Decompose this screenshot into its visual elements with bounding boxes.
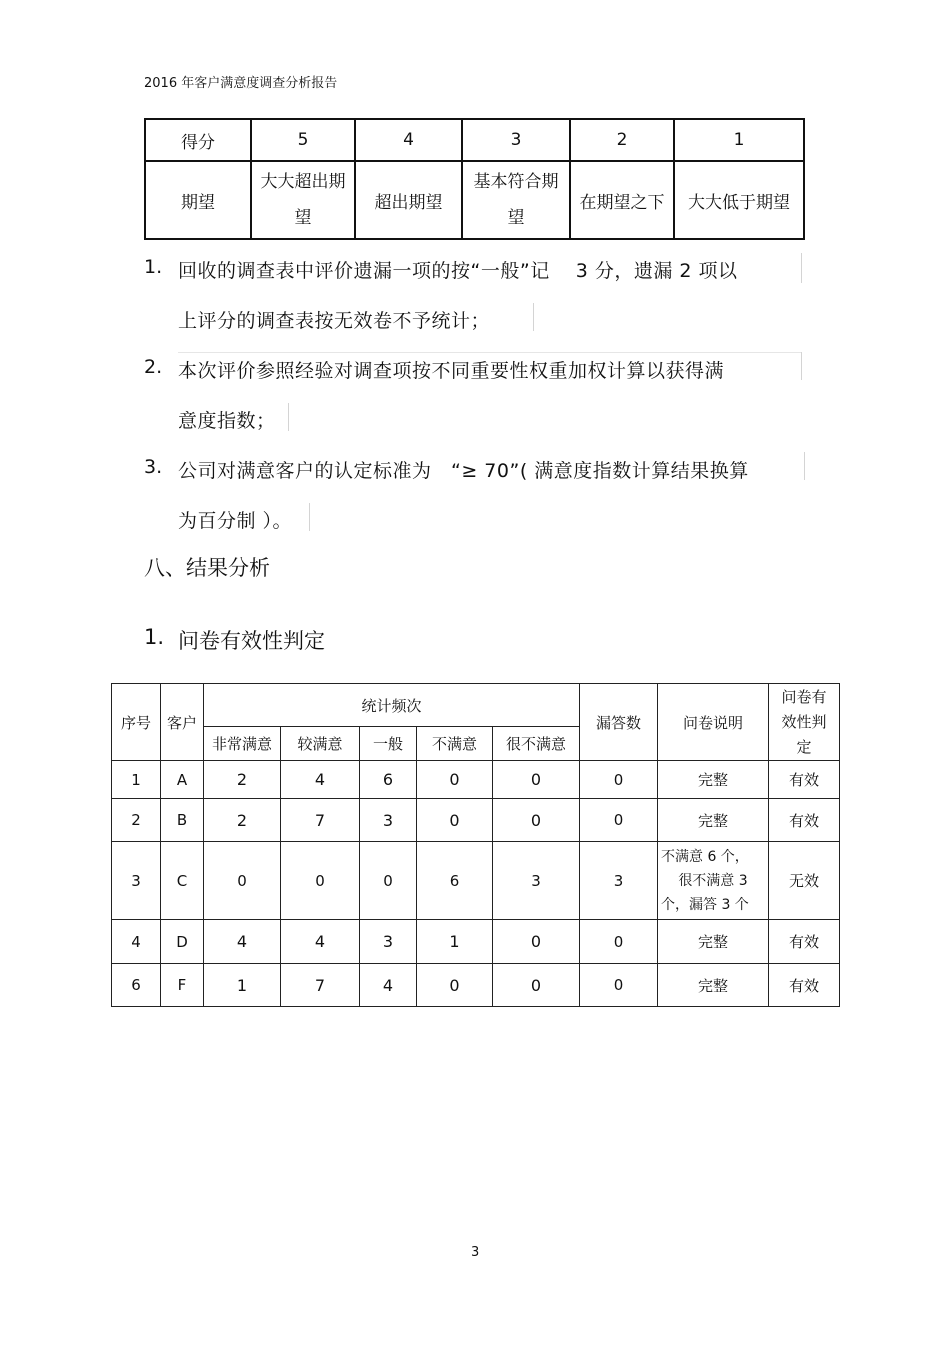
col-stats-header: 统计频次 bbox=[204, 684, 580, 727]
valid-cell: 无效 bbox=[769, 842, 840, 920]
count-cell: 4 bbox=[281, 761, 360, 799]
expectation-3-line2: 望 bbox=[507, 208, 525, 228]
count-cell: 0 bbox=[360, 842, 417, 920]
section-8-heading: 八、结果分析 bbox=[144, 556, 270, 580]
count-cell: 0 bbox=[204, 842, 281, 920]
row-customer: B bbox=[161, 799, 204, 842]
col-valid-header-line1: 问卷有 bbox=[781, 687, 827, 706]
row-customer: D bbox=[161, 920, 204, 964]
desc-cell: 完整 bbox=[658, 920, 769, 964]
expectation-3-line1: 基本符合期 bbox=[473, 172, 559, 192]
col-seq-header: 序号 bbox=[112, 684, 161, 761]
count-cell: 0 bbox=[493, 964, 580, 1007]
note-2-line1: 本次评价参照经验对调查项按不同重要性权重加权计算以获得满 bbox=[178, 360, 725, 382]
expectation-label: 期望 bbox=[145, 161, 251, 239]
expectation-4: 超出期望 bbox=[355, 161, 462, 239]
score-1: 1 bbox=[674, 119, 804, 161]
expectation-5-line2: 望 bbox=[294, 208, 312, 228]
text-frame-divider bbox=[288, 403, 289, 431]
count-cell: 4 bbox=[360, 964, 417, 1007]
count-cell: 4 bbox=[281, 920, 360, 964]
note-3-line2: 为百分制 ）。 bbox=[178, 510, 293, 532]
score-row bbox=[145, 119, 804, 161]
expectation-5 bbox=[251, 161, 355, 239]
count-cell: 3 bbox=[360, 799, 417, 842]
table-row bbox=[112, 842, 840, 920]
row-customer: C bbox=[161, 842, 204, 920]
row-seq: 4 bbox=[112, 920, 161, 964]
count-cell: 0 bbox=[493, 799, 580, 842]
row-seq: 1 bbox=[112, 761, 161, 799]
count-cell: 7 bbox=[281, 964, 360, 1007]
valid-cell: 有效 bbox=[769, 964, 840, 1007]
valid-cell: 有效 bbox=[769, 799, 840, 842]
page-header: 2016 年客户满意度调查分析报告 bbox=[144, 76, 338, 91]
row-seq: 3 bbox=[112, 842, 161, 920]
count-cell: 7 bbox=[281, 799, 360, 842]
count-cell: 6 bbox=[417, 842, 493, 920]
valid-cell: 有效 bbox=[769, 920, 840, 964]
note-3-number: 3. bbox=[144, 456, 163, 478]
desc-cell: 完整 bbox=[658, 761, 769, 799]
count-cell: 3 bbox=[360, 920, 417, 964]
table-row bbox=[112, 799, 840, 842]
count-cell: 0 bbox=[493, 761, 580, 799]
score-4: 4 bbox=[355, 119, 462, 161]
row-customer: F bbox=[161, 964, 204, 1007]
note-1-line2: 上评分的调查表按无效卷不予统计； bbox=[178, 310, 491, 332]
subsection-1-number: 1. bbox=[144, 625, 165, 649]
missing-cell: 0 bbox=[580, 761, 658, 799]
note-2-number: 2. bbox=[144, 356, 163, 378]
text-frame-divider bbox=[801, 253, 802, 283]
score-3: 3 bbox=[462, 119, 570, 161]
text-frame-divider bbox=[533, 303, 534, 331]
note-1-line1: 回收的调查表中评价遗漏一项的按“一般”记 3 分，遗漏 2 项以 bbox=[178, 260, 738, 282]
score-table bbox=[144, 118, 805, 240]
missing-cell: 0 bbox=[580, 920, 658, 964]
count-cell: 2 bbox=[204, 799, 281, 842]
desc-line: 很不满意 3 bbox=[678, 872, 748, 889]
count-cell: 0 bbox=[417, 964, 493, 1007]
expectation-2: 在期望之下 bbox=[570, 161, 674, 239]
expectation-row bbox=[145, 161, 804, 239]
level-very-satisfied: 非常满意 bbox=[204, 727, 281, 761]
level-satisfied: 较满意 bbox=[281, 727, 360, 761]
expectation-1: 大大低于期望 bbox=[674, 161, 804, 239]
text-frame-line bbox=[178, 352, 801, 353]
missing-cell: 0 bbox=[580, 799, 658, 842]
col-desc-header: 问卷说明 bbox=[658, 684, 769, 761]
table-row bbox=[112, 964, 840, 1007]
level-very-dissatisfied: 很不满意 bbox=[493, 727, 580, 761]
note-2-line2: 意度指数； bbox=[178, 410, 276, 432]
level-neutral: 一般 bbox=[360, 727, 417, 761]
expectation-5-line1: 大大超出期 bbox=[260, 172, 346, 192]
count-cell: 3 bbox=[493, 842, 580, 920]
text-frame-divider bbox=[801, 352, 802, 380]
validity-table bbox=[111, 683, 840, 1007]
col-valid-header-line3: 定 bbox=[796, 737, 812, 756]
desc-cell: 完整 bbox=[658, 964, 769, 1007]
table-row bbox=[112, 920, 840, 964]
col-customer-header: 客户 bbox=[161, 684, 204, 761]
count-cell: 2 bbox=[204, 761, 281, 799]
count-cell: 0 bbox=[417, 761, 493, 799]
page-number: 3 bbox=[471, 1245, 480, 1260]
count-cell: 0 bbox=[417, 799, 493, 842]
table-row bbox=[112, 761, 840, 799]
score-2: 2 bbox=[570, 119, 674, 161]
count-cell: 1 bbox=[204, 964, 281, 1007]
row-customer: A bbox=[161, 761, 204, 799]
text-frame-divider bbox=[804, 452, 805, 480]
count-cell: 4 bbox=[204, 920, 281, 964]
score-label: 得分 bbox=[145, 119, 251, 161]
header-row-1 bbox=[112, 684, 840, 727]
valid-cell: 有效 bbox=[769, 761, 840, 799]
count-cell: 0 bbox=[281, 842, 360, 920]
row-seq: 6 bbox=[112, 964, 161, 1007]
text-frame-divider bbox=[309, 503, 310, 531]
desc-line: 不满意 6 个， bbox=[661, 848, 749, 865]
col-missing-header: 漏答数 bbox=[580, 684, 658, 761]
desc-line: 个，漏答 3 个 bbox=[661, 896, 749, 913]
subsection-1-heading: 问卷有效性判定 bbox=[178, 629, 325, 653]
level-dissatisfied: 不满意 bbox=[417, 727, 493, 761]
col-valid-header bbox=[769, 684, 840, 761]
count-cell: 6 bbox=[360, 761, 417, 799]
missing-cell: 3 bbox=[580, 842, 658, 920]
count-cell: 1 bbox=[417, 920, 493, 964]
col-valid-header-line2: 效性判 bbox=[781, 712, 827, 731]
desc-cell: 完整 bbox=[658, 799, 769, 842]
score-5: 5 bbox=[251, 119, 355, 161]
row-seq: 2 bbox=[112, 799, 161, 842]
note-1-number: 1. bbox=[144, 256, 163, 278]
desc-cell bbox=[658, 842, 769, 920]
count-cell: 0 bbox=[493, 920, 580, 964]
note-3-line1: 公司对满意客户的认定标准为 “≥ 70”( 满意度指数计算结果换算 bbox=[178, 460, 749, 482]
expectation-3 bbox=[462, 161, 570, 239]
missing-cell: 0 bbox=[580, 964, 658, 1007]
